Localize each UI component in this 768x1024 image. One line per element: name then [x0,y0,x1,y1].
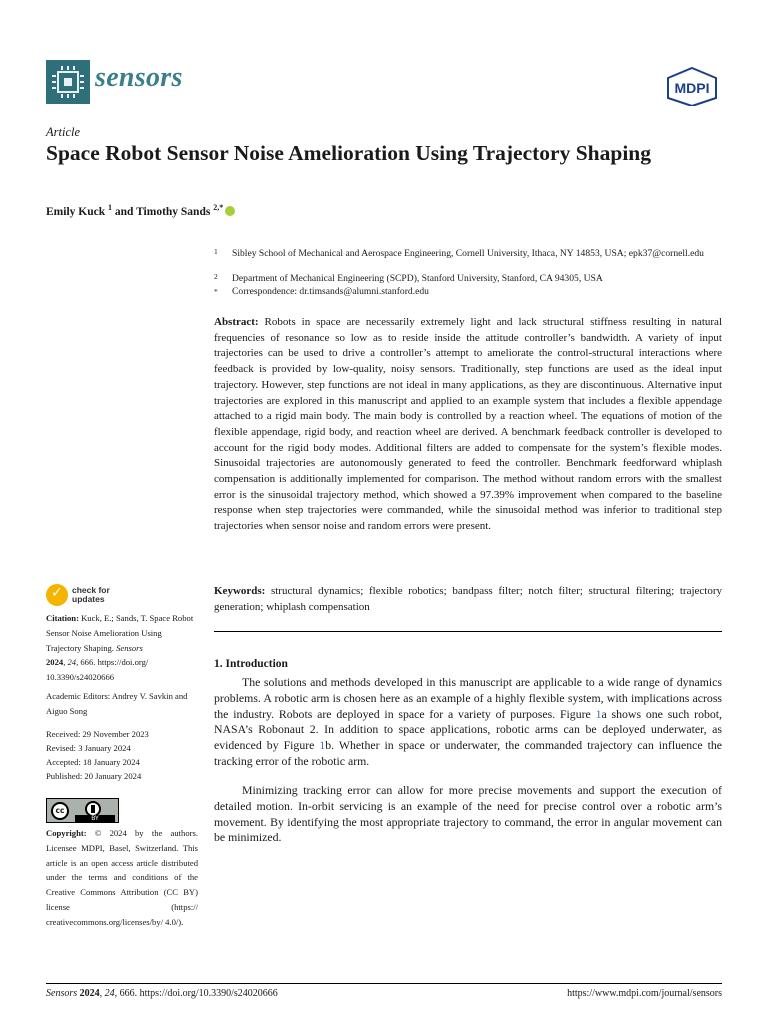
citation-text: Kuck, E.; Sands, T. Space Robot Sensor Noise Amelioration Using Trajectory Shaping. [46,613,194,653]
affiliation-text: Sibley School of Mechanical and Aerospace Engineering, Cornell University, Ithaca, NY 14853, USA; epk37@cornell.edu [232,248,704,259]
journal-logo-icon [46,60,90,104]
paper-title: Space Robot Sensor Noise Amelioration Using Trajectory Shaping [46,141,652,165]
copyright-text: © 2024 by the authors. Licensee MDPI, Basel, Switzerland. This article is an open access article distributed under the terms and conditions of the Creative Commons Attribution (CC BY) license (https:// creativecommons.org/licenses/by/ 4.0/). [46,828,198,927]
section-divider [214,631,722,632]
cc-by-license-badge[interactable] [46,798,119,823]
keywords-text: structural dynamics; flexible robotics; bandpass filter; notch filter; structural filtering; trajectory generation; whiplash compensation [214,585,722,613]
received-date: Received: 29 November 2023 [46,729,149,739]
by-label: BY [75,815,115,823]
affiliation-mark: * [214,287,218,296]
author-name: Timothy Sands [136,205,211,218]
copyright [46,826,198,930]
affiliation-mark: 2 [214,272,218,281]
article-type: Article [46,125,81,139]
keywords-label: Keywords: [214,585,266,597]
copyright-label: Copyright: [46,828,87,838]
footer-volume: 24 [104,988,115,999]
footer-divider [46,983,722,984]
cc-icon: cc [51,802,69,820]
affiliation [214,272,722,285]
abstract-label: Abstract: [214,316,259,328]
abstract [214,315,722,535]
citation-journal: Sensors [116,642,143,653]
check-updates-label: check for updates [72,585,110,604]
affiliation [214,285,722,298]
paragraph-text: b. Whether in space or underwater, the commanded trajectory can influence the tracking error of the robotic arm. [214,738,722,768]
citation: Citation: Kuck, E.; Sands, T. Space Robot Sensor Noise Amelioration Using Trajectory Shaping. Sensors 2024, 24, 666. https://doi.org/ 10.3390/s24020666 [46,613,194,683]
paragraph-text: a shows one such robot, NASA’s Robonaut 2. In addition to space applications, robotic arms can be deployed underwater, as evidenced by Figure [214,706,722,753]
check-for-updates-button[interactable] [46,584,126,610]
author-list [46,203,235,218]
academic-editors: Academic Editors: Andrey V. Savkin and Aiguo Song [46,691,188,716]
abstract-text: Robots in space are necessarily extremely light and lack structural stiffness resulting in natural frequencies of resonance so low as to reside inside the attitude controller’s bandwidth. A variety of input trajectories can be used to drive a controller’s attempt to ameliorate the control-structural interactions where feedback is provided by low-quality, noisy sensors. Traditionally, step functions are used as the ideal input trajectory. However, step functions are not ideal in many applications, as they are discontinuous. Alternative input trajectories are explored in this manuscript and applied to an example system that includes a flexible appendage attached to a rigid main body. The main body is controlled by a reaction wheel. The equations of motion of the flexible appendage, rigid body, and reaction wheel are derived. A benchmark feedback controller is developed to account for the rigid body modes. Additional filters are added to compensate for the system’s flexible modes. Sinusoidal trajectories are autonomously generated to feed the controller. Benchmark feedforward whiplash compensation is additionally implemented for comparison. The method without random errors with the smallest error is the sinusoidal trajectory method, which showed a 97.39% improvement when compared to the baseline response when step trajectories were commanded, while the sinusoidal method was inferior to traditional step trajectories when sensor noise and random errors were present. [214,316,723,533]
figure-link[interactable]: 1 [595,706,602,721]
author-affil-mark: 2,* [213,203,224,212]
footer-doi[interactable]: , 666. https://doi.org/10.3390/s24020666 [114,988,278,999]
author-conjunction: and [111,205,137,218]
check-updates-icon [46,584,68,606]
published-date: Published: 20 January 2024 [46,771,142,781]
citation-label: Citation: [46,613,79,623]
citation-year: 2024 [46,657,64,668]
footer-citation: Sensors 2024, 24, 666. https://doi.org/10.3390/s24020666 [46,988,278,999]
affiliation [214,247,722,260]
correspondence-text: Correspondence: dr.timsands@alumni.stanford.edu [232,286,429,297]
orcid-icon[interactable] [225,206,235,216]
footer-year: 2024 [79,988,100,999]
author-name: Emily Kuck [46,205,106,218]
affiliation-mark: 1 [214,247,218,256]
accepted-date: Accepted: 18 January 2024 [46,757,140,767]
journal-name: sensors [95,62,183,93]
footer-journal: Sensors [46,988,78,999]
revised-date: Revised: 3 January 2024 [46,743,131,753]
section-heading: 1. Introduction [214,658,288,670]
paragraph-text: The solutions and methods developed in this manuscript are applicable to a wide range of dynamics problems. A robotic arm is chosen here as an example of a highly flexible system, with implications across the industry. Robots are deployed in space for a variety of purposes. Figure [214,675,722,721]
mdpi-logo-icon [664,66,720,106]
footer-url[interactable]: https://www.mdpi.com/journal/sensors [567,988,722,999]
citation-volume: 24 [67,657,77,668]
keywords [214,584,722,615]
affiliation-text: Department of Mechanical Engineering (SCPD), Stanford University, Stanford, CA 94305, USA [232,273,603,284]
figure-link[interactable]: 1 [319,738,326,753]
intro-paragraph [214,675,722,770]
citation-doi[interactable]: , 666. https://doi.org/ 10.3390/s24020666 [46,657,149,683]
publisher-label: MDPI [674,80,710,96]
author-affil-mark: 1 [107,203,112,212]
intro-paragraph: Minimizing tracking error can allow for more precise movements and support the execution of detailed motion. In-orbit servicing is an example of the need for precise control over a robotic arm’s movement. By identifying the most appropriate trajectory to command, the error in angular movement can be minimized. [214,783,722,845]
